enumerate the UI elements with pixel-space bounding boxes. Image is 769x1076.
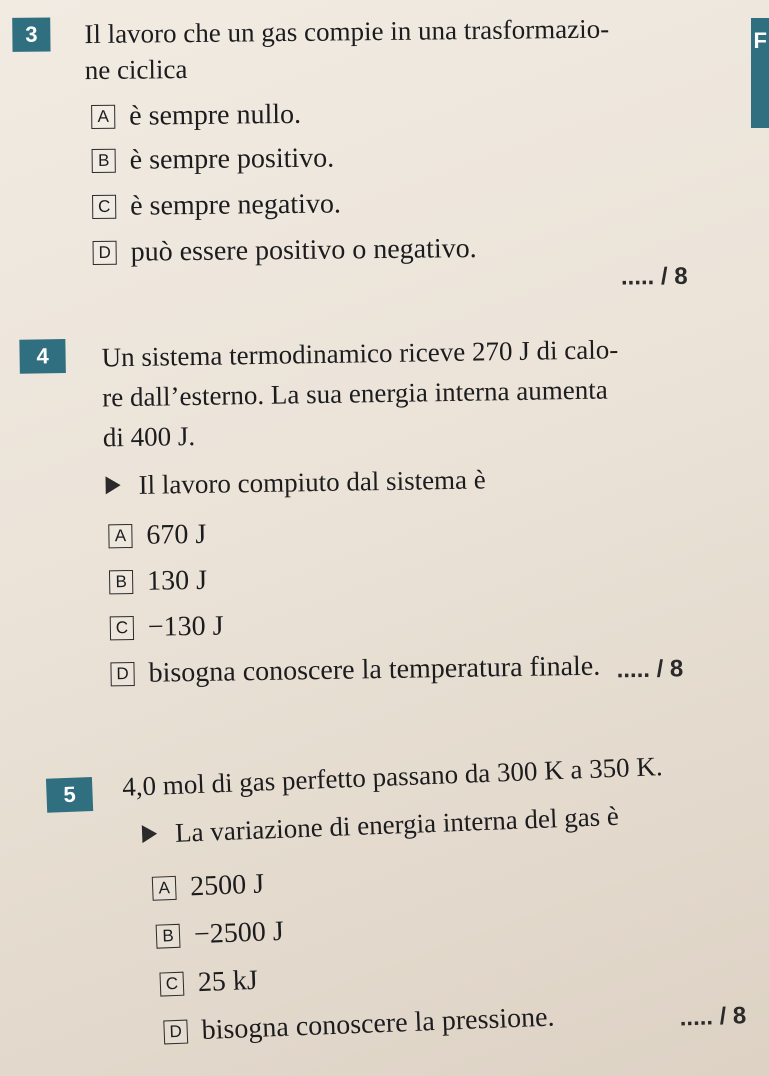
option-a[interactable] xyxy=(152,869,265,905)
prompt-text: La variazione di energia interna del gas è xyxy=(174,800,620,848)
option-text: è sempre nullo. xyxy=(129,98,302,132)
arrow-right-icon xyxy=(105,476,120,494)
option-text: 25 kJ xyxy=(197,964,259,999)
option-letter: C xyxy=(159,972,184,997)
option-text: −2500 J xyxy=(193,915,285,951)
option-letter: D xyxy=(93,241,117,265)
option-text: è sempre negativo. xyxy=(130,188,342,222)
option-text: 130 J xyxy=(146,564,208,597)
option-letter: B xyxy=(156,924,181,949)
option-letter: A xyxy=(91,105,115,129)
question-text-line: di 400 J. xyxy=(102,420,196,453)
option-a[interactable] xyxy=(108,519,206,553)
option-d[interactable] xyxy=(110,651,600,691)
option-c[interactable] xyxy=(159,965,258,1001)
option-letter: B xyxy=(92,149,116,173)
option-letter: A xyxy=(108,524,132,548)
option-text: bisogna conoscere la temperatura finale. xyxy=(148,650,601,689)
option-letter: D xyxy=(163,1020,188,1045)
option-b[interactable] xyxy=(109,565,207,599)
option-text: 2500 J xyxy=(189,868,265,903)
question-prompt xyxy=(141,797,619,853)
question-prompt xyxy=(105,460,486,504)
option-text: 670 J xyxy=(146,518,207,551)
side-tab-letter: F xyxy=(753,28,767,53)
option-text: è sempre positivo. xyxy=(129,142,335,176)
question-number: 4 xyxy=(19,339,66,374)
option-letter: B xyxy=(109,570,133,594)
option-d[interactable] xyxy=(163,1001,555,1048)
question-text-line: ne ciclica xyxy=(84,54,188,86)
question-text-line: re dall’esterno. La sua energia interna aumenta xyxy=(102,374,608,413)
option-c[interactable] xyxy=(92,188,341,223)
option-letter: D xyxy=(110,662,134,686)
question-text-line: Un sistema termodinamico riceve 270 J di calo- xyxy=(101,334,619,373)
option-text: può essere positivo o negativo. xyxy=(130,233,477,268)
score-field: ..... / 8 xyxy=(616,655,684,684)
option-letter: C xyxy=(110,616,134,640)
option-b[interactable] xyxy=(155,916,284,953)
option-letter: C xyxy=(92,195,116,219)
option-d[interactable] xyxy=(92,233,476,269)
question-number: 5 xyxy=(46,777,93,813)
option-text: bisogna conoscere la pressione. xyxy=(201,1001,556,1047)
option-c[interactable] xyxy=(110,611,224,645)
question-text-line: 4,0 mol di gas perfetto passano da 300 K a 350 K. xyxy=(121,751,664,802)
score-field: ..... / 8 xyxy=(620,262,688,291)
question-number: 3 xyxy=(12,17,50,51)
option-a[interactable] xyxy=(91,99,301,133)
score-field: ..... / 8 xyxy=(679,1002,747,1032)
prompt-text: Il lavoro compiuto dal sistema è xyxy=(138,464,486,500)
arrow-right-icon xyxy=(142,825,158,844)
question-text-line: Il lavoro che un gas compie in una trasformazio- xyxy=(84,13,610,50)
option-text: −130 J xyxy=(147,610,224,643)
option-b[interactable] xyxy=(92,143,335,178)
option-letter: A xyxy=(152,876,177,901)
